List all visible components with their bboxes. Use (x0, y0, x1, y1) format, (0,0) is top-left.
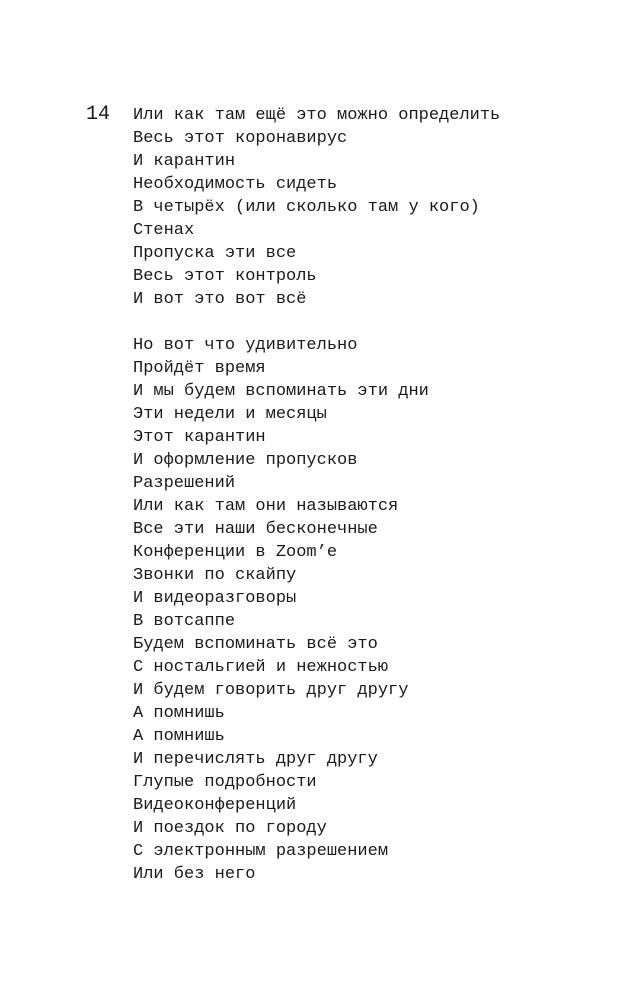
poem-line: Эти недели и месяцы (133, 405, 327, 424)
poem-line: Или как там они называются (133, 497, 399, 516)
poem-line: Весь этот коронавирус (133, 129, 348, 148)
poem-line: В вотсаппе (133, 612, 236, 631)
poem-line: И будем говорить друг другу (133, 681, 409, 700)
poem-line: Конференции в Zoom’е (133, 543, 338, 562)
poem-line: Необходимость сидеть (133, 175, 338, 194)
poem-line: В четырёх (или сколько там у кого) (133, 198, 480, 217)
poem-line: Разрешений (133, 474, 236, 493)
stanza (133, 104, 603, 311)
poem-line: И перечислять друг другу (133, 750, 378, 769)
poem-line: Глупые подробности (133, 773, 317, 792)
poem-line: И оформление пропусков (133, 451, 358, 470)
poem-line: С ностальгией и нежностью (133, 658, 389, 677)
poem-line: Стенах (133, 221, 195, 240)
poem-line: С электронным разрешением (133, 842, 389, 861)
poem-line: Или без него (133, 865, 256, 884)
poem-line: Все эти наши бесконечные (133, 520, 378, 539)
poem-line: Пропуска эти все (133, 244, 297, 263)
poem-line: Весь этот контроль (133, 267, 317, 286)
stanza (133, 334, 603, 886)
poem-line: И видеоразговоры (133, 589, 297, 608)
poem-line: И поездок по городу (133, 819, 327, 838)
poem-line: А помнишь (133, 704, 225, 723)
poem-line: И мы будем вспоминать эти дни (133, 382, 429, 401)
poem-line: Или как там ещё это можно определить (133, 106, 501, 125)
poem-line: Будем вспоминать всё это (133, 635, 378, 654)
poem-line: А помнишь (133, 727, 225, 746)
page-number: 14 (86, 103, 111, 126)
poem-line: Этот карантин (133, 428, 266, 447)
poem-text (133, 104, 603, 886)
poem-line: И вот это вот всё (133, 290, 307, 309)
poem-line: Звонки по скайпу (133, 566, 297, 585)
poem-line: И карантин (133, 152, 236, 171)
poem-line: Но вот что удивительно (133, 336, 358, 355)
poem-line: Видеоконференций (133, 796, 297, 815)
poem-line: Пройдёт время (133, 359, 266, 378)
